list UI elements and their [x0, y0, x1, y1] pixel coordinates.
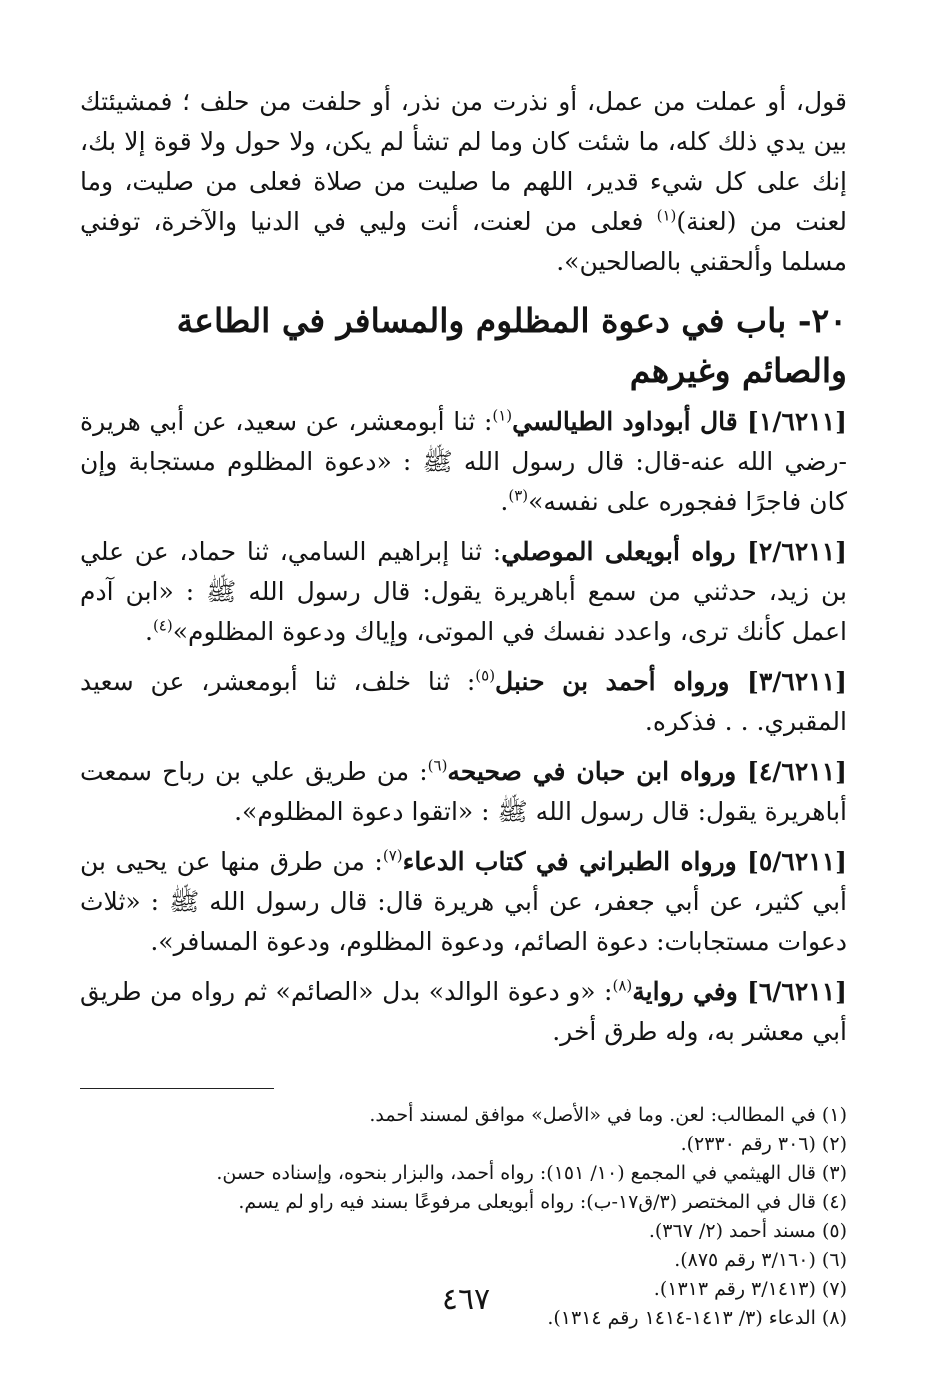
footnote-marker: (٨) — [612, 976, 633, 995]
entry-source: ورواه أحمد بن حنبل — [495, 667, 748, 696]
entry-ref: [١/٦٢١١] — [747, 407, 848, 436]
entry-source: قال أبوداود الطيالسي — [512, 407, 748, 436]
footnote-marker: (١) — [656, 206, 677, 225]
chapter-title: ٢٠- باب في دعوة المظلوم والمسافر في الطاعة والصائم وغيرهم — [176, 301, 847, 390]
entry-source: ورواه ابن حبان في صحيحه — [447, 757, 748, 786]
footnote: (٤) قال في المختصر (٣/ق١٧-ب): رواه أبويعلى مرفوعًا بسند فيه راو لم يسم. — [238, 1191, 847, 1213]
entry-ref: [٢/٦٢١١] — [747, 537, 847, 566]
hadith-entry — [80, 662, 847, 742]
hadith-entry — [80, 402, 847, 522]
footnote-marker: (٤) — [152, 616, 173, 635]
footnote-marker: (٣) — [508, 486, 529, 505]
footnote-marker: (١) — [492, 406, 513, 425]
entry-end: . — [144, 617, 153, 646]
footnote-marker: (٧) — [382, 846, 403, 865]
entry-ref: [٦/٦٢١١] — [747, 977, 847, 1006]
hadith-entry — [80, 842, 847, 962]
entry-source: وفي رواية — [632, 977, 748, 1006]
hadith-entry — [80, 532, 847, 652]
entry-source: ورواه الطبراني في كتاب الدعاء — [402, 847, 748, 876]
entry-text: : من طريق علي بن رباح سمعت أباهريرة يقول: قال رسول الله ﷺ : «اتقوا دعوة المظلوم». — [80, 757, 847, 826]
entry-source: رواه أبويعلى الموصلي — [501, 537, 748, 566]
page-number: ٤٦٧ — [441, 1282, 491, 1317]
footnote: (١) في المطالب: لعن. وما في «الأصل» موافق لمسند أحمد. — [369, 1104, 847, 1126]
book-page — [80, 82, 847, 1379]
entry-text: : من طرق منها عن يحيى بن أبي كثير، عن أبي جعفر، عن أبي هريرة قال: قال رسول الله ﷺ : «ثلاث دعوات مستجابات: دعوة الصائم، ودعوة المظلوم، ودعوة المسافر». — [80, 847, 847, 956]
entry-text: : ثنا أبومعشر، عن سعيد، عن أبي هريرة -رضي الله عنه-قال: قال رسول الله ﷺ : «دعوة المظلوم مستجابة وإن كان فاجرًا ففجوره على نفسه» — [80, 407, 847, 516]
footnote-marker: (٥) — [475, 666, 496, 685]
entry-ref: [٣/٦٢١١] — [747, 667, 847, 696]
entries-list — [80, 402, 847, 1052]
intro-paragraph — [80, 82, 847, 282]
entry-text: : ثنا خلف، ثنا أبومعشر، عن سعيد المقبري. . . فذكره. — [80, 667, 847, 736]
hadith-entry — [80, 752, 847, 832]
entry-text: : «و دعوة الوالد» بدل «الصائم» ثم رواه من طريق أبي معشر به، وله طرق أخر. — [80, 977, 847, 1046]
intro-text-end: فعلى من لعنت، أنت وليي في الدنيا والآخرة، توفني مسلما وألحقني بالصالحين». — [80, 207, 847, 276]
footnote: (٣) قال الهيثمي في المجمع (١٠/ ١٥١): رواه أحمد، والبزار بنحوه، وإسناده حسن. — [216, 1162, 847, 1184]
footnote-divider — [80, 1088, 274, 1089]
footnote-marker: (٦) — [427, 756, 448, 775]
footnote: (٦) (٣/١٦٠ رقم ٨٧٥). — [674, 1249, 847, 1271]
entry-ref: [٥/٦٢١١] — [747, 847, 847, 876]
hadith-entry — [80, 972, 847, 1052]
footnote: (٧) (٣/١٤١٣ رقم ١٣١٣). — [653, 1278, 847, 1300]
footnote: (٨) الدعاء (٣/ ١٤١٣-١٤١٤ رقم ١٣١٤). — [547, 1307, 847, 1329]
entry-text: : ثنا إبراهيم السامي، ثنا حماد، عن علي بن زيد، حدثني من سمع أباهريرة يقول: قال رسول الله ﷺ : «ابن آدم اعمل كأنك ترى، واعدد نفسك في الموتى، وإياك ودعوة المظلوم» — [80, 537, 847, 646]
footnote: (٥) مسند أحمد (٢/ ٣٦٧). — [648, 1220, 847, 1242]
intro-text: قول، أو عملت من عمل، أو نذرت من نذر، أو حلفت من حلف ؛ فمشيئتك بين يدي ذلك كله، ما شئت كان وما لم تشأ لم يكن، ولا حول ولا قوة إلا بك، إنك على كل شيء قدير، اللهم ما صليت من صلاة فعلى من صليت، وما لعنت من (لعنة) — [80, 87, 848, 236]
entry-ref: [٤/٦٢١١] — [747, 757, 847, 786]
footnote: (٢) (٣٠٦ رقم ٢٣٣٠). — [680, 1133, 847, 1155]
entry-end: . — [500, 487, 509, 516]
